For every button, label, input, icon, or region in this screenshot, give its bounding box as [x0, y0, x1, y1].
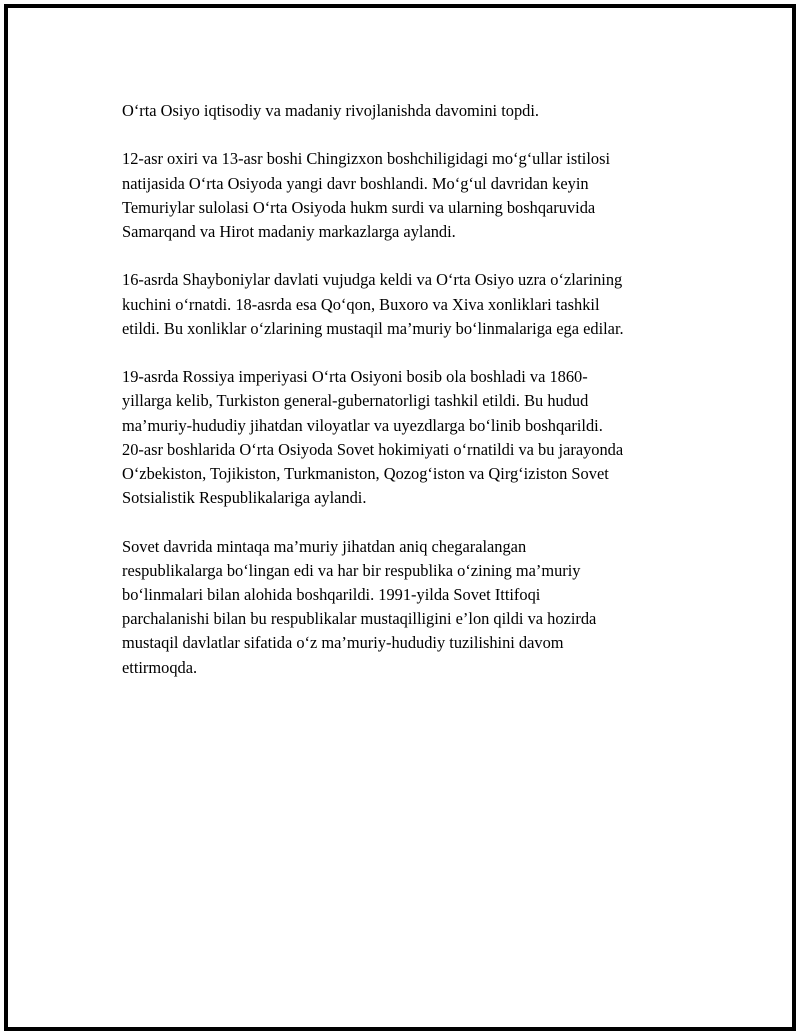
- document-body: [122, 99, 682, 704]
- text-line: 19-asrda Rossiya imperiyasi O‘rta Osiyoni bosib ola boshladi va 1860-: [122, 367, 588, 387]
- text-line: yillarga kelib, Turkiston general-gubernatorligi tashkil etildi. Bu hudud: [122, 391, 589, 411]
- text-line: kuchini o‘rnatdi. 18-asrda esa Qo‘qon, Buxoro va Xiva xonliklari tashkil: [122, 294, 600, 314]
- text-line: O‘zbekiston, Tojikiston, Turkmaniston, Qozog‘iston va Qirg‘iziston Sovet: [122, 464, 609, 483]
- text-line: 12-asr oxiri va 13-asr boshi Chingizxon boshchiligidagi mo‘g‘ullar istilosi: [122, 149, 611, 169]
- text-line: bo‘linmalari bilan alohida boshqarildi. 1991-yilda Sovet Ittifoqi: [122, 585, 541, 604]
- text-line: Sotsialistik Respublikalariga aylandi.: [122, 488, 367, 508]
- text-line: Temuriylar sulolasi O‘rta Osiyoda hukm surdi va ularning boshqaruvida: [122, 197, 596, 217]
- document-page: [4, 4, 796, 1031]
- text-line: natijasida O‘rta Osiyoda yangi davr boshlandi. Mo‘g‘ul davridan keyin: [122, 173, 589, 193]
- paragraph-4: [122, 365, 682, 510]
- text-line: ma’muriy-hududiy jihatdan viloyatlar va uyezdlarga bo‘linib boshqarildi.: [122, 415, 603, 435]
- paragraph-2: [122, 147, 682, 244]
- text-line: etildi. Bu xonliklar o‘zlarining mustaqil ma’muriy bo‘linmalariga ega edilar.: [122, 318, 624, 338]
- text-line: Samarqand va Hirot madaniy markazlarga aylandi.: [122, 222, 456, 241]
- text-line: ettirmoqda.: [122, 657, 198, 677]
- text-line: parchalanishi bilan bu respublikalar mustaqilligini e’lon qildi va hozirda: [122, 609, 597, 629]
- text-line: 20-asr boshlarida O‘rta Osiyoda Sovet hokimiyati o‘rnatildi va bu jarayonda: [122, 439, 624, 459]
- text-line: respublikalarga bo‘lingan edi va har bir respublika o‘zining ma’muriy: [122, 560, 581, 580]
- text-line: Sovet davrida mintaqa ma’muriy jihatdan aniq chegaralangan: [122, 536, 527, 556]
- paragraph-3: [122, 268, 682, 341]
- paragraph-5: [122, 535, 682, 680]
- text-line: O‘rta Osiyo iqtisodiy va madaniy rivojlanishda davomini topdi.: [122, 101, 539, 120]
- text-line: mustaqil davlatlar sifatida o‘z ma’muriy-hududiy tuzilishini davom: [122, 633, 564, 653]
- text-line: 16-asrda Shayboniylar davlati vujudga keldi va O‘rta Osiyo uzra o‘zlarining: [122, 270, 623, 290]
- paragraph-1: [122, 99, 682, 123]
